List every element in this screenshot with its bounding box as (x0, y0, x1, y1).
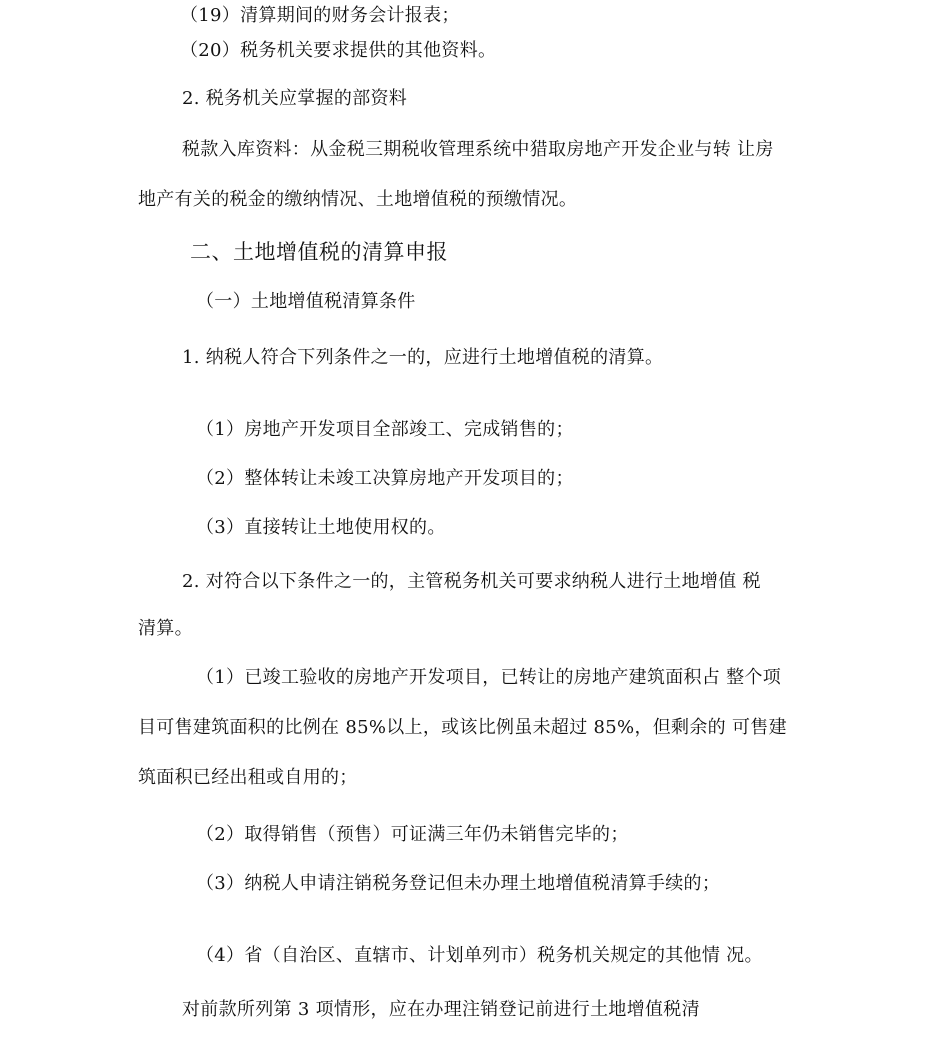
subsection-heading: （一）土地增值税清算条件 (196, 291, 416, 312)
doc-paragraph-line: 目可售建筑面积的比例在 85%以上，或该比例虽未超过 85%，但剩余的 可售建 (138, 717, 787, 738)
doc-line-item-19: （19）清算期间的财务会计报表； (180, 5, 460, 26)
doc-line-condition-2: 2. 对符合以下条件之一的，主管税务机关可要求纳税人进行土地增值 税 (182, 571, 761, 592)
list-item: （2）整体转让未竣工决算房地产开发项目的； (196, 468, 574, 489)
list-item: （4）省（自治区、直辖市、计划单列市）税务机关规定的其他情 况。 (196, 945, 763, 966)
list-item: （3）直接转让土地使用权的。 (196, 517, 446, 538)
doc-paragraph-line: 对前款所列第 3 项情形，应在办理注销登记前进行土地增值税清 (182, 999, 700, 1020)
section-heading: 二、土地增值税的清算申报 (190, 240, 448, 264)
doc-line-section-2: 2. 税务机关应掌握的部资料 (182, 88, 408, 109)
list-item: （2）取得销售（预售）可证满三年仍未销售完毕的； (196, 824, 629, 845)
doc-line-item-20: （20）税务机关要求提供的其他资料。 (180, 40, 497, 61)
doc-paragraph-line: 清算。 (138, 618, 193, 639)
list-item: （3）纳税人申请注销税务登记但未办理土地增值税清算手续的； (196, 873, 721, 894)
doc-paragraph-line: 地产有关的税金的缴纳情况、土地增值税的预缴情况。 (138, 189, 578, 210)
list-item: （1）已竣工验收的房地产开发项目，已转让的房地产建筑面积占 整个项 (196, 667, 782, 688)
doc-paragraph-line: 筑面积已经出租或自用的； (138, 767, 358, 788)
doc-paragraph-line: 税款入库资料：从金税三期税收管理系统中猎取房地产开发企业与转 让房 (182, 139, 774, 160)
doc-line-condition-1: 1. 纳税人符合下列条件之一的，应进行土地增值税的清算。 (182, 347, 664, 368)
list-item: （1）房地产开发项目全部竣工、完成销售的； (196, 419, 574, 440)
